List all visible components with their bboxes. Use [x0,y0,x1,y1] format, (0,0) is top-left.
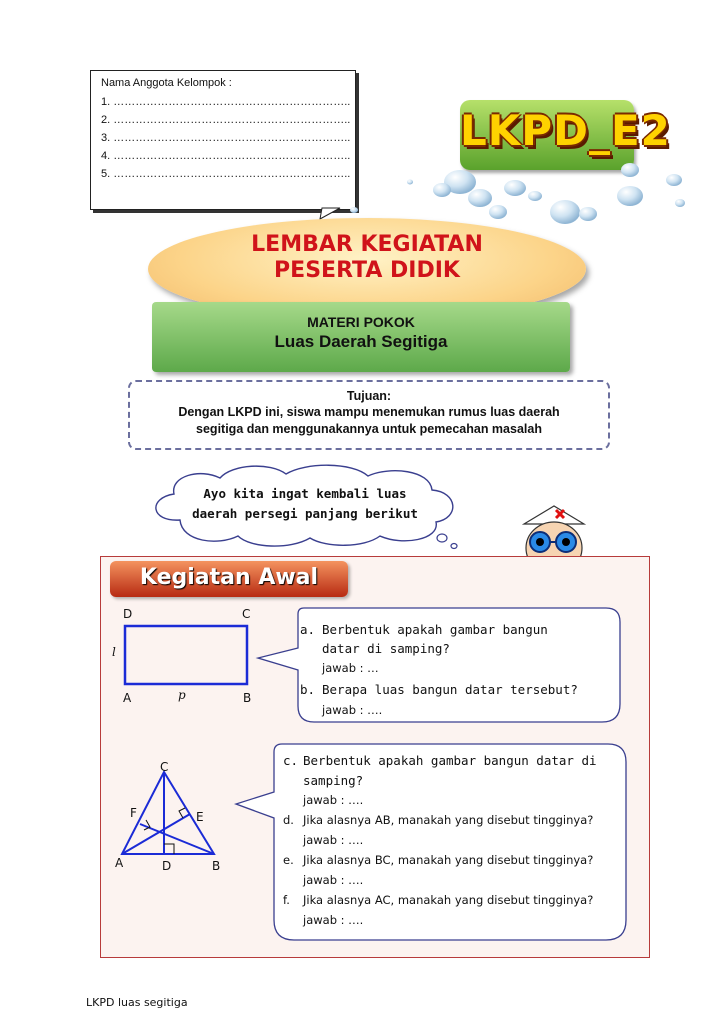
cloud-line-1: Ayo kita ingat kembali luas [203,486,407,501]
rect-label-p: p [178,688,186,702]
question-c-answer: jawab : …. [303,793,364,807]
topic-title: Luas Daerah Segitiga [274,332,448,351]
objective-title: Tujuan: [346,389,392,403]
group-members-box [90,70,356,210]
question-b-answer: jawab : …. [322,703,383,717]
member-line: 5. ……………………………………………………….. [101,168,351,180]
member-line: 3. ……………………………………………………….. [101,132,351,144]
question-b-text: Berapa luas bangun datar tersebut? [322,682,578,697]
question-box-2-shape [230,740,648,946]
rect-label-l: l [112,645,116,659]
badge-text: LKPD_E2 [460,106,671,155]
tri-label-b: B [212,859,221,873]
members-title: Nama Anggota Kelompok : [101,77,232,89]
question-e-text: Jika alasnya BC, manakah yang disebut tingginya? [303,853,594,867]
rectangle-shape [125,626,247,684]
member-line: 2. ……………………………………………………….. [101,114,351,126]
question-f-answer: jawab : …. [303,913,364,927]
member-line: 1. ……………………………………………………….. [101,96,351,108]
objective-box [128,380,610,450]
altitude-bf [140,824,214,854]
rect-label-b: B [243,691,252,705]
question-a-text-2: datar di samping? [322,641,450,656]
section-title: Kegiatan Awal [139,565,319,590]
cloud-callout [160,486,450,526]
triangle-figure [110,760,240,880]
question-f-text: Jika alasnya AC, manakah yang disebut tingginya? [303,893,594,907]
cloud-line-2: daerah persegi panjang berikut [192,506,418,521]
question-a-text-1: Berbentuk apakah gambar bangun [322,622,548,637]
member-line: 4. ……………………………………………………….. [101,150,351,162]
topic-label: MATERI POKOK [307,314,415,330]
question-c-marker: c. [283,753,299,768]
question-e-answer: jawab : …. [303,873,364,887]
question-e-marker: e. [283,853,294,867]
tri-label-e: E [196,810,204,824]
question-a-answer: jawab : … [322,661,379,675]
question-d-marker: d. [283,813,294,827]
topic-banner [152,302,570,372]
tri-label-f: F [130,806,137,820]
question-d-answer: jawab : …. [303,833,364,847]
question-b-marker: b. [300,682,316,697]
rect-label-a: A [123,691,132,705]
question-f-marker: f. [283,893,290,907]
objective-line-2: segitiga dan menggunakannya untuk pemecahan masalah [196,422,542,436]
question-c-text-1: Berbentuk apakah gambar bangun datar di [303,753,597,768]
rect-label-c: C [242,607,251,621]
tri-label-a: A [115,856,124,870]
question-d-text: Jika alasnya AB, manakah yang disebut tingginya? [303,813,594,827]
rect-label-d: D [123,607,133,621]
question-c-text-2: samping? [303,773,364,788]
page-footer: LKPD luas segitiga [86,996,188,1009]
tri-label-c: C [160,760,169,774]
section-header [110,561,348,597]
objective-line-1: Dengan LKPD ini, siswa mampu menemukan rumus luas daerah [178,405,560,419]
title-line-1: LEMBAR KEGIATAN [251,232,483,257]
question-a-marker: a. [300,622,316,637]
tri-label-d: D [162,859,172,873]
title-line-2: PESERTA DIDIK [274,258,460,283]
